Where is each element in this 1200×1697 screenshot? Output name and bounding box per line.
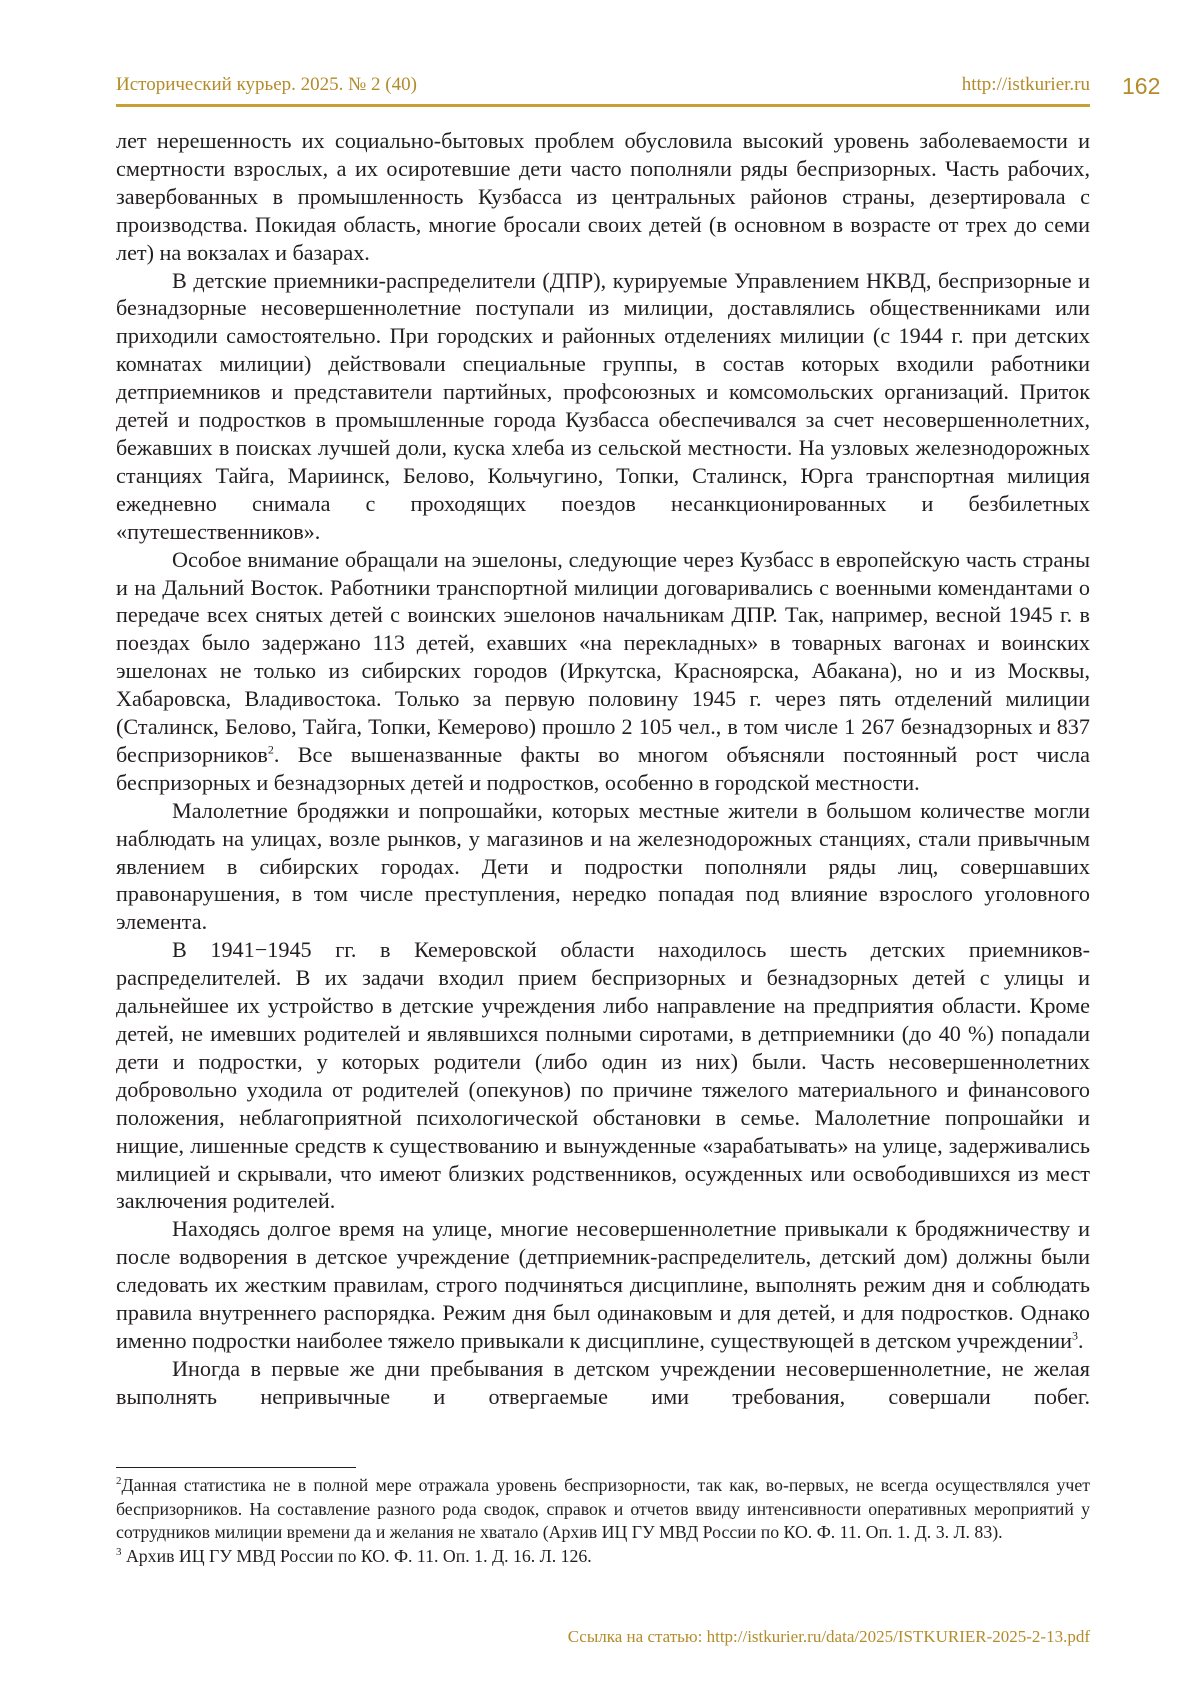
footnote-3-number: 3: [116, 1545, 122, 1558]
footnotes: [116, 1474, 1090, 1568]
paragraph-3-text-b: . Все вышеназванные факты во многом объясняли постоянный рост числа беспризорных и безнадзорных детей и подростков, особенно в городской местности.: [116, 741, 1090, 795]
article-citation-link[interactable]: Ссылка на статью: http://istkurier.ru/data/2025/ISTKURIER-2025-2-13.pdf: [567, 1627, 1090, 1646]
journal-url-link[interactable]: http://istkurier.ru: [961, 74, 1090, 95]
footnote-3: [116, 1545, 1090, 1569]
article-body: [116, 127, 1090, 1411]
footnote-ref-3[interactable]: 3: [1071, 1328, 1078, 1343]
paragraph-6-text-a: Находясь долгое время на улице, многие несовершеннолетние привыкали к бродяжничеству и после водворения в детское учреждение (детприемник-распределитель, детский дом) должны были следовать их жестким правилам, строго подчиняться дисциплине, выполнять режим дня и соблюдать правила внутреннего распорядка. Режим дня был одинаковым и для детей, и для подростков. Однако именно подростки наиболее тяжело привыкали к дисциплине, существующей в детском учреждении: [116, 1216, 1090, 1353]
footnote-2: [116, 1474, 1090, 1545]
paragraph-2: В детские приемники-распределители (ДПР), курируемые Управлением НКВД, беспризорные и безнадзорные несовершеннолетние поступали из милиции, доставлялись общественниками или приходили самостоятельно. При городских и районных отделениях милиции (с 1944 г. при детских комнатах милиции) действовали специальные группы, в состав которых входили работники детприемников и представители партийных, профсоюзных и комсомольских организаций. Приток детей и подростков в промышленные города Кузбасса обеспечивался за счет несовершеннолетних, бежавших в поисках лучшей доли, куска хлеба из сельской местности. На узловых железнодорожных станциях Тайга, Мариинск, Белово, Кольчугино, Топки, Сталинск, Юрга транспортная милиция ежедневно снимала с проходящих поездов несанкционированных и безбилетных «путешественников».: [116, 267, 1090, 544]
footnote-2-number: 2: [116, 1475, 122, 1488]
footnote-divider: [116, 1467, 356, 1468]
page-number: 162: [1122, 73, 1161, 99]
paragraph-4: Малолетние бродяжки и попрошайки, которых местные жители в большом количестве могли наблюдать на улицах, возле рынков, у магазинов и на железнодорожных станциях, стали привычным явлением в сибирских городах. Дети и подростки пополняли ряды лиц, совершавших правонарушения, в том числе преступления, нередко попадая под влияние взрослого уголовного элемента.: [116, 797, 1090, 935]
paragraph-1: лет нерешенность их социально-бытовых проблем обусловила высокий уровень заболеваемости и смертности взрослых, а их осиротевшие дети часто пополняли ряды беспризорных. Часть рабочих, завербованных в промышленность Кузбасса из центральных районов страны, дезертировала с производства. Покидая область, многие бросали своих детей (в основном в возрасте от трех до семи лет) на вокзалах и базарах.: [116, 128, 1090, 265]
running-header: [116, 70, 1090, 107]
paragraph-5: В 1941−1945 гг. в Кемеровской области находилось шесть детских приемников-распределителей. В их задачи входил прием беспризорных и безнадзорных детей с улицы и дальнейшее их устройство в детские учреждения либо направление на предприятия области. Кроме детей, не имевших родителей и являвшихся полными сиротами, в детприемники (до 40 %) попадали дети и подростки, у которых родители (либо один из них) были. Часть несовершеннолетних добровольно уходила от родителей (опекунов) по причине тяжелого материального и финансового положения, неблагоприятной психологической обстановки в семье. Малолетние попрошайки и нищие, лишенные средств к существованию и вынужденные «зарабатывать» на улице, задерживались милицией и скрывали, что имеют близких родственников, осужденных или освободившихся из мест заключения родителей.: [116, 937, 1090, 1214]
paragraph-7: Иногда в первые же дни пребывания в детском учреждении несовершеннолетние, не желая выполнять непривычные и отвергаемые ими требования, совершали побег.: [116, 1355, 1090, 1409]
paragraph-3: [116, 546, 1090, 797]
paragraph-6-text-b: .: [1077, 1327, 1084, 1353]
paragraph-6: [116, 1215, 1090, 1355]
paragraph-3-text-a: Особое внимание обращали на эшелоны, следующие через Кузбасс в европейскую часть страны и на Дальний Восток. Работники транспортной милиции договаривались с военными комендантами о передаче всех снятых детей с воинских эшелонов начальникам ДПР. Так, например, весной 1945 г. в поездах было задержано 113 детей, ехавших «на перекладных» в товарных вагонах и воинских эшелонах не только из сибирских городов (Иркутска, Красноярска, Абакана), но и из Москвы, Хабаровска, Владивостока. Только за первую половину 1945 г. через пять отделений милиции (Сталинск, Белово, Тайга, Топки, Кемерово) прошло 2 105 чел., в том числе 1 267 безнадзорных и 837 беспризорников: [116, 546, 1090, 767]
footnote-2-text: Данная статистика не в полной мере отражала уровень беспризорности, так как, во-первых, не всегда осуществлялся учет беспризорников. На составление разного рода сводок, справок и отчетов ввиду интенсивности оперативных мероприятий у сотрудников милиции времени да и желания не хватало (Архив ИЦ ГУ МВД России по КО. Ф. 11. Оп. 1. Д. 3. Л. 83).: [116, 1475, 1090, 1542]
footnote-ref-2[interactable]: 2: [267, 742, 274, 757]
footnote-3-text: Архив ИЦ ГУ МВД России по КО. Ф. 11. Оп. 1. Д. 16. Л. 126.: [125, 1545, 592, 1566]
journal-title: Исторический курьер. 2025. № 2 (40): [116, 74, 417, 95]
